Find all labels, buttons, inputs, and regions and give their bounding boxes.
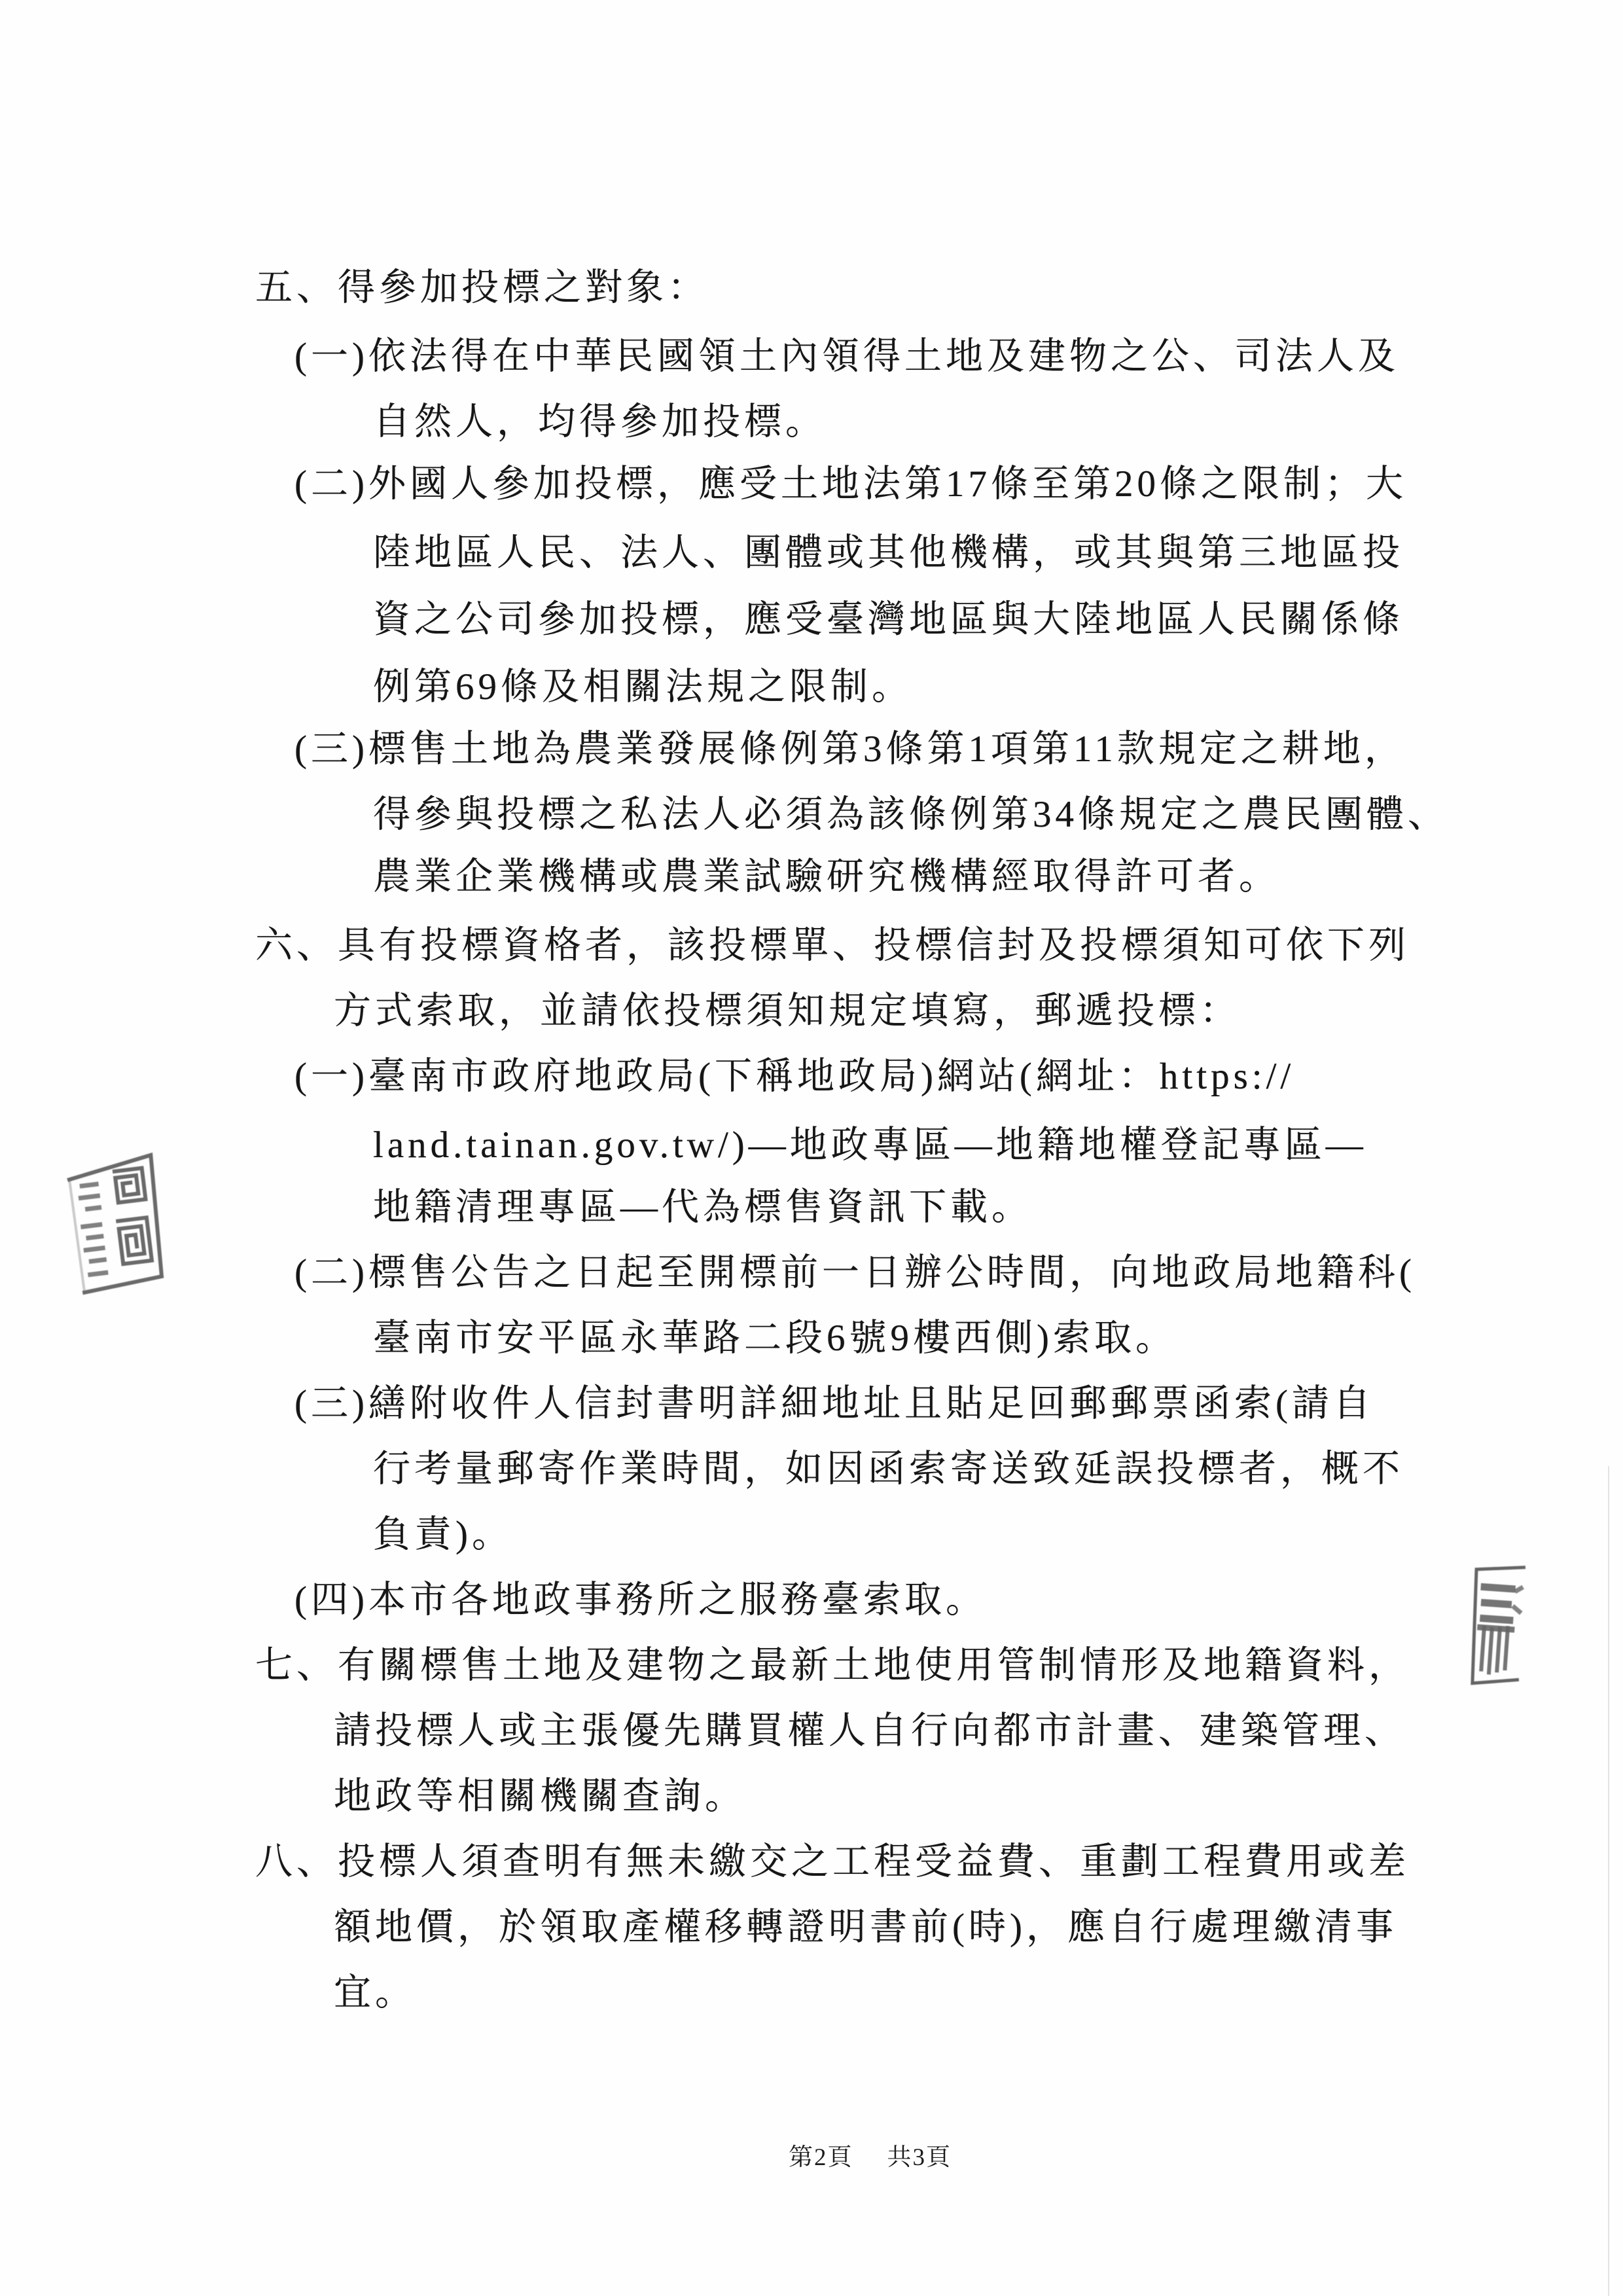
item-5-3-line-1: (三)標售土地為農業發展條例第3條第1項第11款規定之耕地， (294, 728, 1406, 770)
section-8-line-3: 宜。 (334, 1972, 416, 2013)
page-total-label: 共3頁 (887, 2144, 952, 2171)
item-6-1-line-2: land.tainan.gov.tw/)—地政專區—地籍地權登記專區— (373, 1124, 1367, 1166)
item-6-2-line-2: 臺南市安平區永華路二段6號9樓西側)索取。 (373, 1318, 1177, 1359)
item-6-1-line-3: 地籍清理專區—代為標售資訊下載。 (373, 1187, 1033, 1228)
scan-edge-artifact (1608, 1466, 1609, 2296)
section-8-line-2: 額地價，於領取產權移轉證明書前(時)，應自行處理繳清事 (334, 1907, 1397, 1948)
section-8-heading: 八、投標人須查明有無未繳交之工程受益費、重劃工程費用或差 (255, 1841, 1410, 1882)
item-5-2-line-2: 陸地區人民、法人、團體或其他機構，或其與第三地區投 (373, 532, 1404, 573)
section-7-heading: 七、有關標售土地及建物之最新土地使用管制情形及地籍資料， (255, 1645, 1410, 1686)
item-5-3-line-3: 農業企業機構或農業試驗研究機構經取得許可者。 (373, 856, 1280, 897)
item-6-4-line-1: (四)本市各地政事務所之服務臺索取。 (294, 1579, 987, 1621)
item-5-3-line-2: 得參與投標之私法人必須為該條例第34條規定之農民團體、 (373, 794, 1449, 835)
paging-seal-stamp-icon (1461, 1561, 1529, 1693)
section-5-heading: 五、得參加投標之對象： (255, 267, 709, 308)
section-6-line-2: 方式索取，並請依投標須知規定填寫，郵遞投標： (334, 990, 1241, 1031)
item-6-1-line-1: (一)臺南市政府地政局(下稱地政局)網站(網址：https:// (294, 1056, 1295, 1097)
item-6-2-line-1: (二)標售公告之日起至開標前一日辦公時間，向地政局地籍科( (294, 1252, 1416, 1293)
item-6-3-line-1: (三)繕附收件人信封書明詳細地址且貼足回郵郵票函索(請自 (294, 1383, 1374, 1424)
item-5-2-line-1: (二)外國人參加投標，應受土地法第17條至第20條之限制；大 (294, 463, 1407, 505)
page-number-label: 第2頁 (789, 2144, 853, 2171)
section-6-heading: 六、具有投標資格者，該投標單、投標信封及投標須知可依下列 (255, 925, 1410, 966)
item-5-1-line-2: 自然人，均得參加投標。 (373, 401, 827, 442)
item-5-2-line-3: 資之公司參加投標，應受臺灣地區與大陸地區人民關係條 (373, 599, 1404, 640)
item-6-3-line-3: 負責)。 (373, 1514, 513, 1555)
page-footer (789, 2137, 952, 2172)
item-5-2-line-4: 例第69條及相關法規之限制。 (373, 666, 913, 708)
section-7-line-3: 地政等相關機關查詢。 (334, 1776, 746, 1817)
item-5-1-line-1: (一)依法得在中華民國領土內領得土地及建物之公、司法人及 (294, 336, 1399, 377)
section-7-line-2: 請投標人或主張優先購買權人自行向都市計畫、建築管理、 (334, 1710, 1406, 1751)
paging-seal-stamp-icon (59, 1148, 174, 1303)
item-6-3-line-2: 行考量郵寄作業時間，如因函索寄送致延誤投標者，概不 (373, 1448, 1404, 1490)
